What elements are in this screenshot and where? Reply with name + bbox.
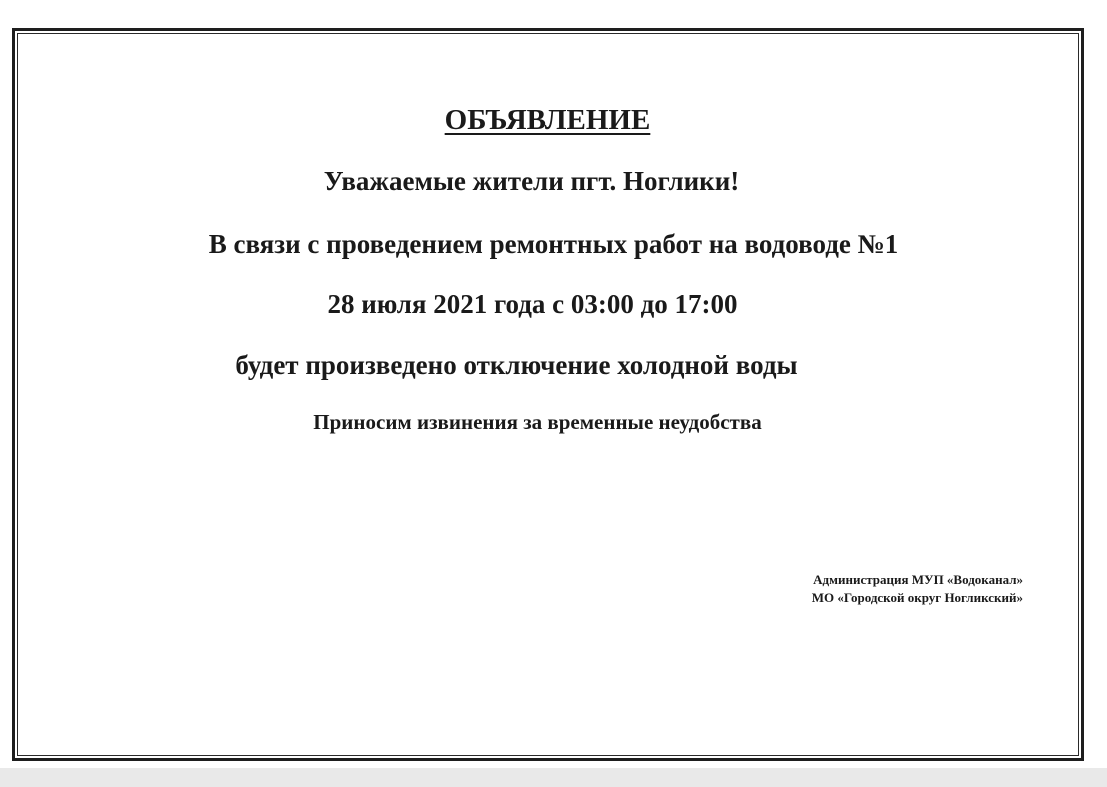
signature-line-municipality: МО «Городской округ Ногликский» xyxy=(811,590,1023,605)
notice-greeting: Уважаемые жители пгт. Ноглики! xyxy=(323,166,740,196)
notice-date-time: 28 июля 2021 года с 03:00 до 17:00 xyxy=(327,289,738,319)
signature-block xyxy=(812,571,1023,607)
signature-line-organization: Администрация МУП «Водоканал» xyxy=(813,572,1023,587)
notice-effect: будет произведено отключение холодной воды xyxy=(235,350,798,380)
notice-apology: Приносим извинения за временные неудобства xyxy=(313,410,762,434)
notice-reason: В связи с проведением ремонтных работ на водоводе №1 xyxy=(208,229,899,259)
inner-border xyxy=(17,33,1079,756)
notice-title: ОБЪЯВЛЕНИЕ xyxy=(444,104,651,136)
scan-margin xyxy=(0,768,1107,787)
